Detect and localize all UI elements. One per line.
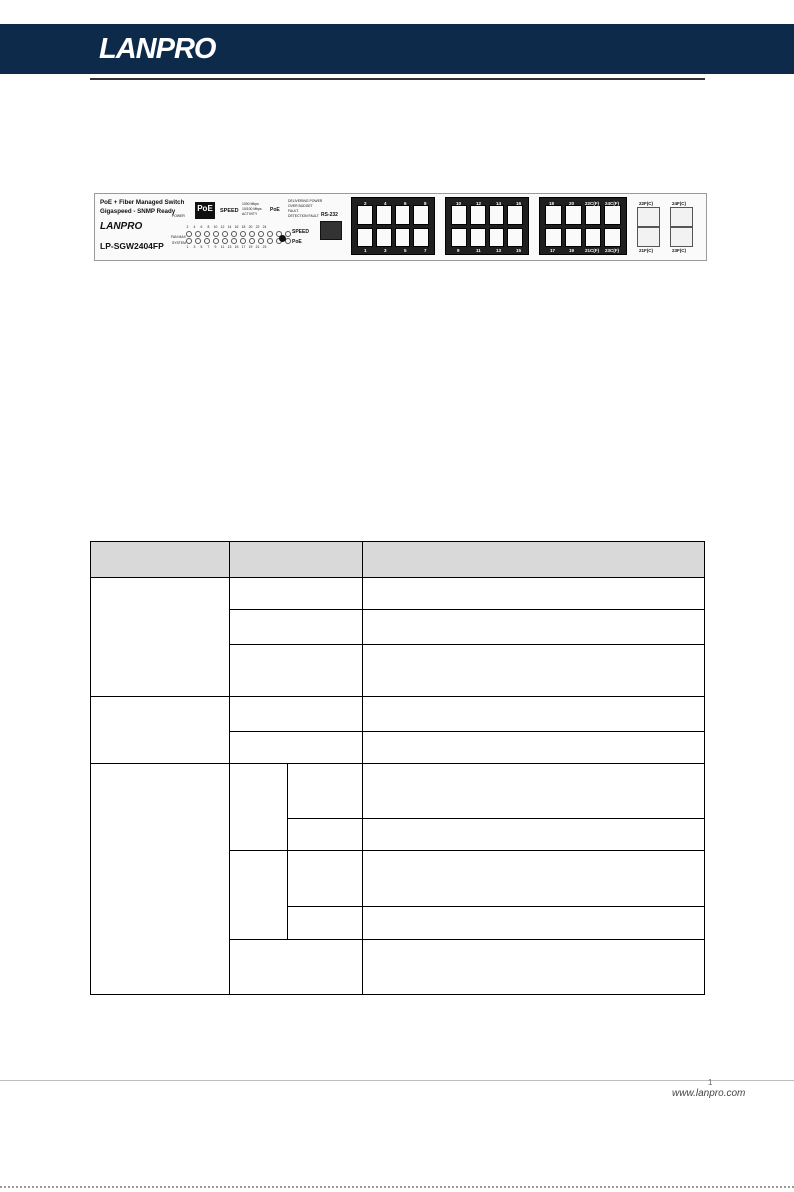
table-cell xyxy=(230,851,288,940)
panel-subtitle: Gigaspeed - SNMP Ready xyxy=(100,208,176,215)
port-num: 10 xyxy=(456,201,462,206)
sfp-slot[interactable] xyxy=(637,227,660,247)
ethernet-port[interactable] xyxy=(545,205,562,225)
table-cell xyxy=(363,819,705,851)
port-num: 4 xyxy=(384,201,387,206)
table-cell xyxy=(363,732,705,764)
led-num: 15 xyxy=(234,245,239,249)
led-num: 6 xyxy=(200,225,203,229)
led-num: 2 xyxy=(186,225,189,229)
table-cell xyxy=(230,578,363,610)
table-header-cell xyxy=(230,542,363,578)
port-num: 9 xyxy=(457,248,460,253)
led-num: 22 xyxy=(255,225,260,229)
port-num: 8 xyxy=(424,201,427,206)
led-description-table xyxy=(90,541,705,995)
port-num: 3 xyxy=(384,248,387,253)
table-cell xyxy=(288,907,363,940)
switch-poe-label: PoE xyxy=(292,239,302,245)
poe-item-over-budget: OVER BUDGET xyxy=(288,204,313,208)
led-num: 4 xyxy=(193,225,196,229)
switch-front-panel xyxy=(94,193,707,261)
led-num: 21 xyxy=(255,245,260,249)
poe-legend-label: PoE xyxy=(270,207,280,213)
port-num: 1 xyxy=(364,248,367,253)
led-num: 16 xyxy=(234,225,239,229)
table-cell xyxy=(363,851,705,907)
switch-speed-label: SPEED xyxy=(292,229,309,235)
led-num: 8 xyxy=(207,225,210,229)
speed-item-10-100: 10/100 Mbps xyxy=(242,207,262,211)
table-header-row xyxy=(91,542,705,578)
table-row xyxy=(91,764,705,819)
sfp-label: 22F(C) xyxy=(639,201,654,206)
port-num: 5 xyxy=(404,248,407,253)
ethernet-port[interactable] xyxy=(585,228,602,248)
ethernet-port[interactable] xyxy=(604,228,621,248)
led-num: 11 xyxy=(220,245,225,249)
mode-button[interactable] xyxy=(279,235,286,242)
speed-item-activity: ACTIVITY xyxy=(242,212,258,216)
port-num: 18 xyxy=(549,201,555,206)
led-num: 23 xyxy=(262,245,267,249)
ethernet-port[interactable] xyxy=(545,228,562,248)
sfp-slot[interactable] xyxy=(637,207,660,227)
led-row-bottom xyxy=(186,238,291,244)
ethernet-port[interactable] xyxy=(565,228,582,248)
power-label: POWER xyxy=(172,214,185,218)
table-cell xyxy=(288,764,363,819)
sfp-slot[interactable] xyxy=(670,227,693,247)
ethernet-port[interactable] xyxy=(585,205,602,225)
led-num: 20 xyxy=(248,225,253,229)
led-num: 1 xyxy=(186,245,189,249)
port-num: 19 xyxy=(569,248,575,253)
port-num: 16 xyxy=(516,201,522,206)
port-num: 12 xyxy=(476,201,482,206)
table-cell xyxy=(230,610,363,645)
sfp-label: 21F(C) xyxy=(639,248,654,253)
ethernet-port[interactable] xyxy=(470,228,486,248)
ethernet-port[interactable] xyxy=(413,205,429,225)
table-cell xyxy=(91,764,230,995)
port-num: 13 xyxy=(496,248,502,253)
footer-rule xyxy=(0,1080,794,1081)
ethernet-port[interactable] xyxy=(376,228,392,248)
port-num: 22C(F) xyxy=(585,201,600,206)
ethernet-port[interactable] xyxy=(357,228,373,248)
system-label: SYSTEM xyxy=(172,241,186,245)
ethernet-port[interactable] xyxy=(357,205,373,225)
panel-model: LP-SGW2404FP xyxy=(100,241,164,251)
led-top-numbers xyxy=(185,225,267,229)
table-cell xyxy=(91,578,230,697)
table-cell xyxy=(91,697,230,764)
table-header-cell xyxy=(91,542,230,578)
port-num: 15 xyxy=(516,248,522,253)
poe-badge: PoE xyxy=(195,202,215,219)
led-num: 13 xyxy=(227,245,232,249)
ethernet-port[interactable] xyxy=(489,205,505,225)
page-bottom-border xyxy=(0,1186,794,1188)
led-num: 17 xyxy=(241,245,246,249)
led-num: 10 xyxy=(213,225,218,229)
port-num: 24C(F) xyxy=(605,201,620,206)
table-cell xyxy=(230,645,363,697)
table-cell xyxy=(363,940,705,995)
poe-item-fault: FAULT xyxy=(288,209,299,213)
led-num: 9 xyxy=(214,245,217,249)
led-num: 3 xyxy=(193,245,196,249)
led-bottom-numbers xyxy=(185,245,267,249)
sfp-label: 24F(C) xyxy=(672,201,687,206)
port-num: 2 xyxy=(364,201,367,206)
table-row xyxy=(91,578,705,610)
ethernet-port[interactable] xyxy=(507,228,523,248)
rs232-label: RS-232 xyxy=(321,212,338,218)
led-num: 19 xyxy=(248,245,253,249)
ethernet-port[interactable] xyxy=(395,228,411,248)
ethernet-port[interactable] xyxy=(451,228,467,248)
led-num: 18 xyxy=(241,225,246,229)
port-num: 20 xyxy=(569,201,575,206)
ethernet-port[interactable] xyxy=(451,205,467,225)
table-cell xyxy=(230,732,363,764)
port-num: 14 xyxy=(496,201,502,206)
led-num: 5 xyxy=(200,245,203,249)
table-cell xyxy=(230,940,363,995)
led-num: 24 xyxy=(262,225,267,229)
sfp-label: 23F(C) xyxy=(672,248,687,253)
poe-item-detection-fault: DETECTION FAULT xyxy=(288,214,319,218)
ethernet-port[interactable] xyxy=(489,228,505,248)
ethernet-port[interactable] xyxy=(604,205,621,225)
port-num: 6 xyxy=(404,201,407,206)
speed-item-1000: 1000 Mbps xyxy=(242,202,259,206)
table-cell xyxy=(230,764,288,851)
table-cell xyxy=(363,610,705,645)
ethernet-port[interactable] xyxy=(376,205,392,225)
panel-logo: LANPRO xyxy=(100,221,143,232)
ethernet-port[interactable] xyxy=(565,205,582,225)
table-cell xyxy=(363,645,705,697)
table-cell xyxy=(288,819,363,851)
led-num: 14 xyxy=(227,225,232,229)
port-num: 11 xyxy=(476,248,481,253)
ethernet-port[interactable] xyxy=(395,205,411,225)
speed-label: SPEED xyxy=(220,208,239,214)
port-num: 23C(F) xyxy=(605,248,620,253)
led-num: 12 xyxy=(220,225,225,229)
poe-item-delivering: DELIVERING POWER xyxy=(288,199,323,203)
page-number: 1 xyxy=(708,1078,713,1087)
table-row xyxy=(91,697,705,732)
brand-logo: LANPRO xyxy=(99,33,216,65)
table-header-cell xyxy=(363,542,705,578)
ethernet-port[interactable] xyxy=(413,228,429,248)
fanmax-label: FAN MAX xyxy=(171,235,186,239)
rs232-port[interactable] xyxy=(320,221,342,240)
header-rule xyxy=(90,78,705,80)
port-num: 21C(F) xyxy=(585,248,600,253)
ethernet-port[interactable] xyxy=(507,205,523,225)
port-num: 17 xyxy=(550,248,556,253)
table-cell xyxy=(230,697,363,732)
ethernet-port[interactable] xyxy=(470,205,486,225)
table-cell xyxy=(363,764,705,819)
panel-title: PoE + Fiber Managed Switch xyxy=(100,199,185,206)
table-cell xyxy=(288,851,363,907)
port-num: 7 xyxy=(424,248,427,253)
sfp-slot[interactable] xyxy=(670,207,693,227)
led-num: 7 xyxy=(207,245,210,249)
table-cell xyxy=(363,578,705,610)
footer-url[interactable]: www.lanpro.com xyxy=(672,1088,746,1099)
table-cell xyxy=(363,907,705,940)
table-cell xyxy=(363,697,705,732)
led-row-top xyxy=(186,231,291,237)
